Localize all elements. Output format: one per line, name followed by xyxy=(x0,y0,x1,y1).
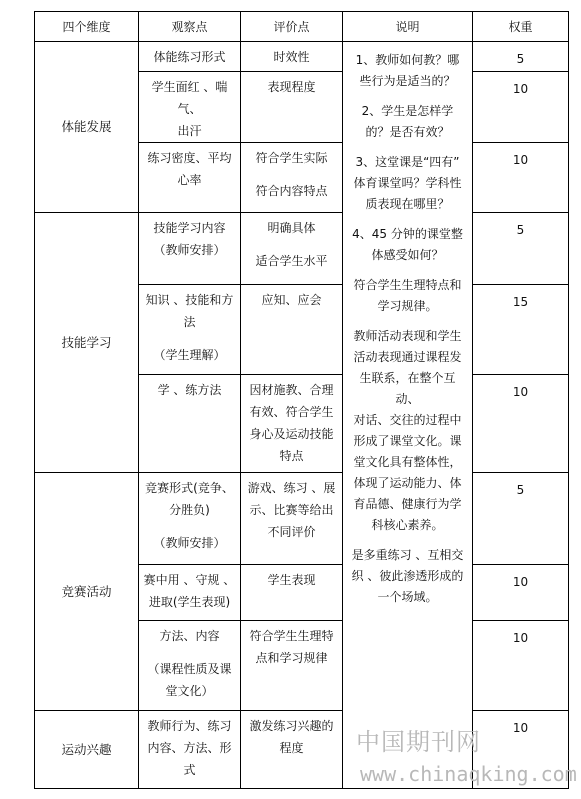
text-line: 式 xyxy=(183,763,196,777)
text-line: 活动表现通过课程发 xyxy=(353,350,462,364)
text-line: 时效性 xyxy=(273,50,310,64)
evaluation-cell xyxy=(241,711,343,789)
text-line: 游戏、练习 、展 xyxy=(247,481,336,495)
evaluation-text xyxy=(245,285,338,311)
notes-paragraph xyxy=(349,101,466,143)
observation-cell xyxy=(139,285,241,375)
evaluation-cell xyxy=(241,143,343,213)
evaluation-text xyxy=(245,473,338,543)
weight-cell: 5 xyxy=(473,42,569,72)
evaluation-text xyxy=(245,72,338,98)
header-observation: 观察点 xyxy=(139,12,241,42)
observation-text xyxy=(143,711,236,781)
text-line: 学生面红 、喘气、 xyxy=(151,80,228,116)
dimension-cell: 运动兴趣 xyxy=(35,711,139,789)
evaluation-text xyxy=(245,565,338,591)
observation-cell xyxy=(139,213,241,285)
observation-text xyxy=(143,285,236,366)
text-line: 2、学生是怎样学 xyxy=(361,104,454,118)
text-line: 科核心素养。 xyxy=(371,518,444,532)
text-line: （学生理解） xyxy=(153,348,226,362)
text-line: 教师活动表现和学生 xyxy=(353,329,462,343)
text-line: 符合学生生理特 xyxy=(249,629,334,643)
text-line: 进取(学生表现) xyxy=(148,595,231,609)
text-line: 4、45 分钟的课堂整 xyxy=(352,227,463,241)
text-line: 对话、交往的过程中 xyxy=(353,413,462,427)
observation-cell xyxy=(139,143,241,213)
notes-paragraph xyxy=(349,50,466,92)
table-row xyxy=(35,213,569,285)
evaluation-text xyxy=(245,375,338,467)
text-line: 学 、练方法 xyxy=(157,383,222,397)
weight-cell: 5 xyxy=(473,213,569,285)
line-gap xyxy=(245,239,338,250)
evaluation-cell xyxy=(241,565,343,621)
text-line: 应知、应会 xyxy=(261,293,322,307)
observation-cell xyxy=(139,42,241,72)
observation-text xyxy=(143,375,236,401)
text-line: 分胜负) xyxy=(169,503,210,517)
evaluation-text xyxy=(245,711,338,759)
evaluation-cell xyxy=(241,213,343,285)
line-gap xyxy=(245,169,338,180)
observation-text xyxy=(143,72,236,142)
text-line: 符合学生生理特点和 xyxy=(353,278,462,292)
text-line: 生联系，在整个互动、 xyxy=(359,371,456,406)
text-line: 堂文化具有整体性， xyxy=(353,455,462,469)
text-line: 体育课堂吗？学科性 xyxy=(353,176,462,190)
evaluation-cell xyxy=(241,285,343,375)
observation-cell xyxy=(139,72,241,143)
evaluation-cell xyxy=(241,375,343,473)
weight-cell: 5 xyxy=(473,473,569,565)
dimension-cell: 体能发展 xyxy=(35,42,139,213)
text-line: 因材施教、合理 xyxy=(249,383,334,397)
text-line: 心率 xyxy=(177,173,202,187)
text-line: 质表现在哪里？ xyxy=(365,197,450,211)
weight-cell: 10 xyxy=(473,711,569,789)
observation-cell xyxy=(139,565,241,621)
text-line: 适合学生水平 xyxy=(255,254,328,268)
watermark-url: www.chinaqking.com xyxy=(360,762,577,786)
text-line: 有效、符合学生 xyxy=(249,405,334,419)
text-line: 符合学生实际 xyxy=(255,151,328,165)
text-line: 程度 xyxy=(279,741,304,755)
header-evaluation: 评价点 xyxy=(241,12,343,42)
text-line: 1、教师如何教？哪 xyxy=(355,53,460,67)
text-line: 知识 、技能和方 xyxy=(145,293,234,307)
notes-paragraph xyxy=(349,326,466,536)
observation-cell xyxy=(139,621,241,711)
text-line: 特点 xyxy=(279,449,304,463)
text-line: 练习密度、平均 xyxy=(147,151,232,165)
watermark-text: 中国期刊网 xyxy=(356,728,481,756)
observation-cell xyxy=(139,711,241,789)
text-line: 育品德、健康行为学 xyxy=(353,497,462,511)
text-line: 织 、彼此渗透形成的 xyxy=(351,569,464,583)
text-line: 法 xyxy=(183,315,196,329)
weight-cell: 10 xyxy=(473,621,569,711)
text-line: （教师安排） xyxy=(153,243,226,257)
text-line: 一个场域。 xyxy=(377,590,438,604)
text-line: 学生表现 xyxy=(267,573,316,587)
evaluation-text xyxy=(245,143,338,202)
text-line: 不同评价 xyxy=(267,525,316,539)
evaluation-text xyxy=(245,213,338,272)
observation-text xyxy=(143,473,236,554)
header-dimensions: 四个维度 xyxy=(35,12,139,42)
text-line: （教师安排） xyxy=(153,536,226,550)
text-line: 教师行为、练习 xyxy=(147,719,232,733)
observation-cell xyxy=(139,375,241,473)
text-line: 点和学习规律 xyxy=(255,651,328,665)
observation-text xyxy=(143,213,236,261)
header-notes: 说明 xyxy=(343,12,473,42)
text-line: 激发练习兴趣的 xyxy=(249,719,334,733)
weight-cell: 10 xyxy=(473,375,569,473)
dimension-cell: 技能学习 xyxy=(35,213,139,473)
evaluation-cell xyxy=(241,72,343,143)
evaluation-text xyxy=(245,42,338,68)
text-line: 示、比赛等给出 xyxy=(249,503,334,517)
text-line: 形成了课堂文化。课 xyxy=(353,434,462,448)
text-line: 体感受如何？ xyxy=(371,248,444,262)
table-header-row xyxy=(35,12,569,42)
text-line: 技能学习内容 xyxy=(153,221,226,235)
observation-cell xyxy=(139,473,241,565)
text-line: 体现了运动能力、体 xyxy=(353,476,462,490)
evaluation-cell xyxy=(241,621,343,711)
text-line: 身心及运动技能 xyxy=(249,427,334,441)
observation-text xyxy=(143,143,236,191)
text-line: 符合内容特点 xyxy=(255,184,328,198)
text-line: 体能练习形式 xyxy=(153,50,226,64)
notes-paragraph xyxy=(349,224,466,266)
text-line: 堂文化） xyxy=(165,684,214,698)
header-weight: 权重 xyxy=(473,12,569,42)
notes-paragraph xyxy=(349,152,466,215)
weight-cell: 10 xyxy=(473,565,569,621)
evaluation-cell xyxy=(241,42,343,72)
text-line: 表现程度 xyxy=(267,80,316,94)
notes-cell xyxy=(343,42,473,789)
text-line: 是多重练习 、互相交 xyxy=(351,548,464,562)
observation-text xyxy=(143,621,236,702)
observation-text xyxy=(143,42,236,68)
line-gap xyxy=(143,647,236,658)
text-line: 的？是否有效？ xyxy=(365,125,450,139)
dimension-cell: 竞赛活动 xyxy=(35,473,139,711)
text-line: 3、这堂课是“四有” xyxy=(355,155,460,169)
text-line: 学习规律。 xyxy=(377,299,438,313)
text-line: 内容、方法、形 xyxy=(147,741,232,755)
table-body xyxy=(35,42,569,789)
weight-cell: 10 xyxy=(473,143,569,213)
text-line: 赛中用 、守规 、 xyxy=(143,573,236,587)
text-line: 竞赛形式(竞争、 xyxy=(145,481,234,495)
evaluation-cell xyxy=(241,473,343,565)
text-line: （课程性质及课 xyxy=(147,662,232,676)
line-gap xyxy=(143,521,236,532)
table-row xyxy=(35,473,569,565)
evaluation-text xyxy=(245,621,338,669)
notes-paragraph xyxy=(349,545,466,608)
notes-paragraph xyxy=(349,275,466,317)
text-line: 明确具体 xyxy=(267,221,316,235)
table-row xyxy=(35,42,569,72)
text-line: 出汗 xyxy=(177,124,202,138)
line-gap xyxy=(143,333,236,344)
observation-text xyxy=(143,565,236,613)
evaluation-table xyxy=(34,11,569,789)
weight-cell: 10 xyxy=(473,72,569,143)
weight-cell: 15 xyxy=(473,285,569,375)
text-line: 些行为是适当的？ xyxy=(359,74,456,88)
text-line: 方法、内容 xyxy=(159,629,220,643)
